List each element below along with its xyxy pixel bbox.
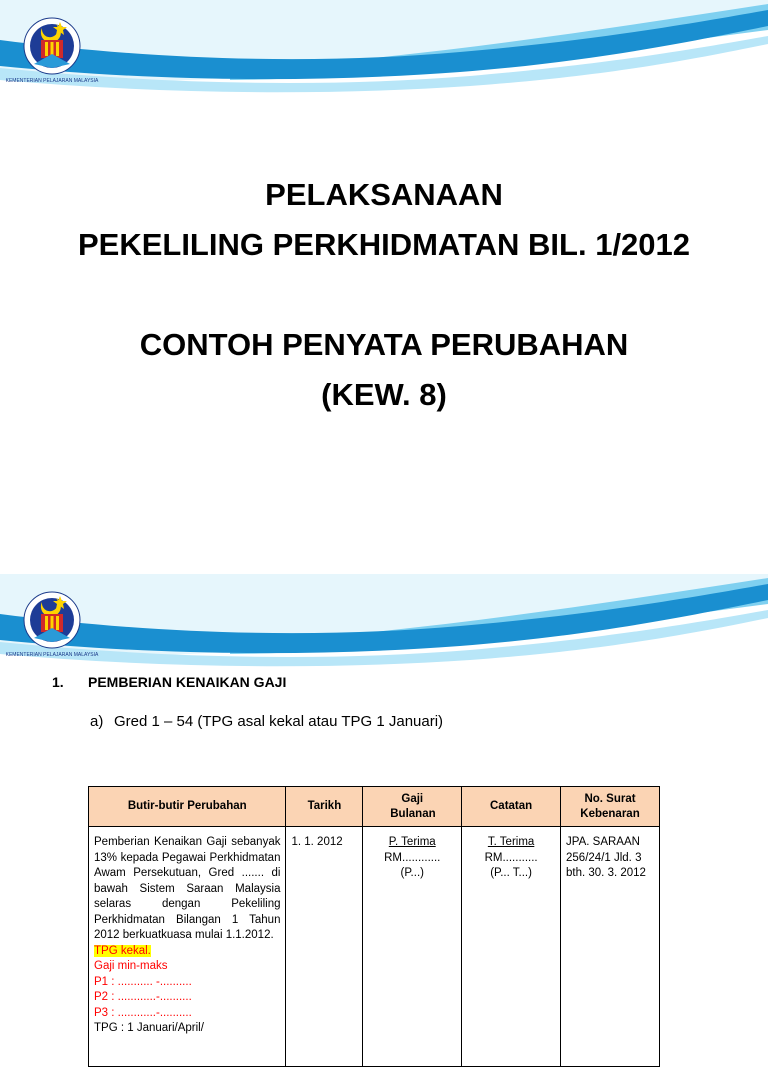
header-surat: No. Surat Kebenaran [561,787,660,827]
gaji-label: P. Terima [388,836,436,848]
banner-wave [0,0,768,110]
svg-text:KEMENTERIAN PELAJARAN MALAYSIA: KEMENTERIAN PELAJARAN MALAYSIA [5,78,99,84]
sub-heading [90,713,443,730]
ministry-logo-icon [5,6,99,86]
header-catatan: Catatan [462,787,561,827]
cell-gaji [363,827,462,1067]
header-gaji: Gaji Bulanan [363,787,462,827]
title-line-1: PELAKSANAAN [265,177,503,212]
sub-title: Gred 1 – 54 (TPG asal kekal atau TPG 1 Januari) [114,713,444,730]
kew8-table [88,786,660,1067]
p1-range: P1 : ........... -.......... [94,975,192,988]
section-heading [52,674,286,690]
ministry-logo-icon [5,580,99,660]
section-number: 1. [52,674,64,690]
catatan-label: T. Terima [487,836,535,848]
header-tarikh: Tarikh [286,787,363,827]
cell-tarikh [286,827,363,1067]
surat-line-3: bth. 30. 3. 2012 [566,867,646,879]
banner-wave [0,574,768,684]
tpg-kekal-highlight: TPG kekal. [94,944,151,957]
svg-text:KEMENTERIAN PELAJARAN MALAYSIA: KEMENTERIAN PELAJARAN MALAYSIA [5,652,99,658]
catatan-pt: (P... T...) [490,867,532,879]
slide-content [0,574,768,1034]
tarikh-value: 1. 1. 2012 [291,836,343,848]
tpg-line: TPG : 1 Januari/April/ [94,1022,204,1034]
subtitle-line-1: CONTOH PENYATA PERUBAHAN [139,327,629,362]
section-title: PEMBERIAN KENAIKAN GAJI [88,674,287,690]
p3-range: P3 : ............-.......... [94,1006,192,1019]
sub-letter: a) [90,713,104,730]
subtitle [0,320,768,420]
gaji-rm: RM............ [384,851,441,864]
cell-surat [561,827,660,1067]
gaji-minmaks: Gaji min-maks [94,960,168,972]
cell-butir [89,827,286,1067]
subtitle-line-2: (KEW. 8) [321,377,447,412]
surat-line-2: 256/24/1 Jld. 3 [566,851,642,864]
main-title [0,170,768,270]
table-row [89,827,660,1067]
butir-text: Pemberian Kenaikan Gaji sebanyak 13% kepada Pegawai Perkhidmatan Awam Persekutuan, Gred ....... di bawah Sistem Saraan Malaysia selaras dengan Pekeliling Perkhidmatan Bilangan 1 Tahun 2012 berkuatkuasa mulai 1.1.2012. [94,836,281,941]
cell-catatan [462,827,561,1067]
title-line-2: PEKELILING PERKHIDMATAN BIL. 1/2012 [77,227,691,262]
surat-line-1: JPA. SARAAN [566,836,640,848]
catatan-rm: RM........... [484,851,538,864]
header-butir: Butir-butir Perubahan [89,787,286,827]
gaji-p: (P...) [400,867,424,879]
table-header-row [89,787,660,827]
p2-range: P2 : ............-.......... [94,991,192,1003]
